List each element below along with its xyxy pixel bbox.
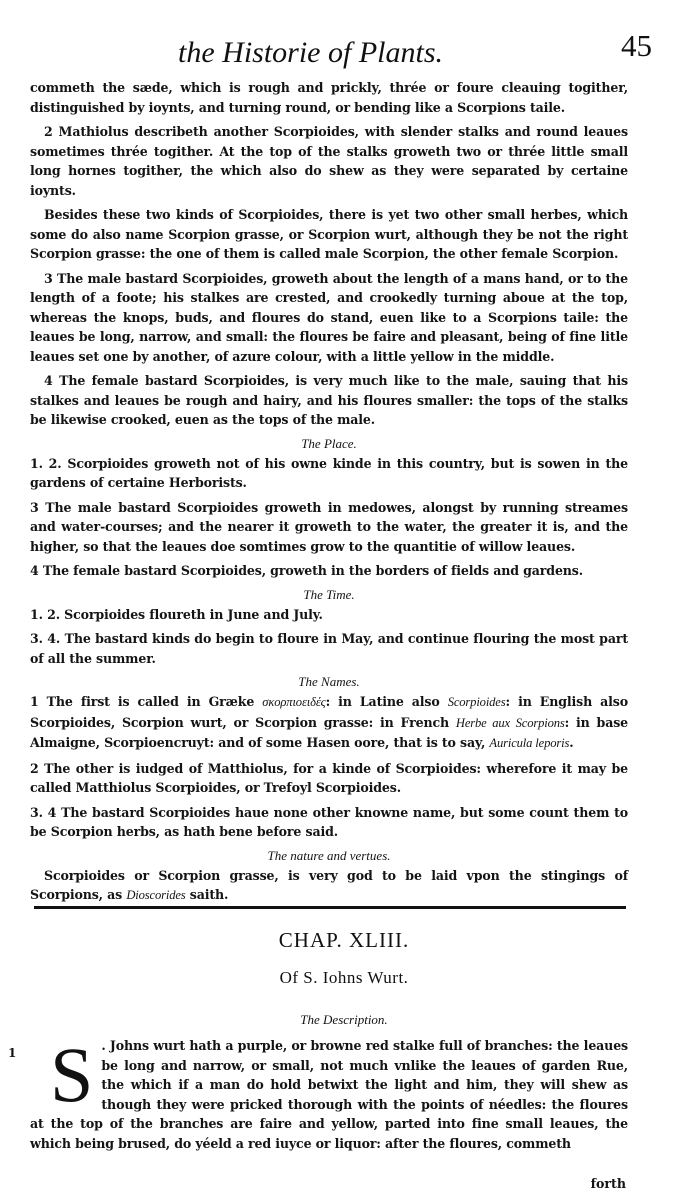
time-paragraph-1: 1. 2. Scorpioides floureth in June and July. xyxy=(30,606,323,622)
latin-word: Scorpioides xyxy=(447,695,506,709)
dioscorides-name: Dioscorides xyxy=(126,888,186,902)
main-text-column xyxy=(30,78,628,911)
place-paragraph-2: 3 The male bastard Scorpioides groweth in medowes, alongst by running streames and water-courses; and the nearer it groweth to the water, the greater it is, and the higher, so that the leaues doe somtimes grow to the quantitie of willow leaues. xyxy=(30,499,628,554)
paragraph-male-bastard: 3 The male bastard Scorpioides, groweth about the length of a mans hand, or to the length of a foote; his stalkes are crested, and crookedly turning aboue at the top, whereas the knops, buds, and floures do stand, euen like to a Scorpions taile: the leaues be long, narrow, and small: the floures be faire and pleasant, being of fine litle leaues set one by another, of azure colour, with a little yellow in the middle. xyxy=(30,270,628,364)
french-name: Herbe aux Scorpions xyxy=(455,715,565,730)
names-text: : in base Almaigne, Scorpioencruyt: and of some Hasen oore, that is to say, xyxy=(30,714,629,750)
time-paragraph-2: 3. 4. The bastard kinds do begin to floure in May, and continue flouring the most part of all the summer. xyxy=(30,631,628,666)
names-paragraph-2: 2 The other is iudged of Matthiolus, for a kinde of Scorpioides: wherefore it may be called Matthiolus Scorpioides, or Trefoyl Scorpioides. xyxy=(30,760,628,795)
auricula-name: Auricula leporis xyxy=(489,736,570,750)
heading-the-names: The Names. xyxy=(298,674,360,689)
chapter-title: CHAP. XLIII. xyxy=(278,928,410,952)
names-text: . xyxy=(569,735,574,750)
running-title: the Historie of Plants. xyxy=(178,36,443,69)
drop-cap-letter: S xyxy=(50,1031,94,1118)
description-block xyxy=(8,1031,628,1154)
vertues-text: Scorpioides or Scorpion grasse, is very god to be laid vpon the stingings of Scorpions, as xyxy=(30,867,628,902)
item-number: 1 xyxy=(8,1046,17,1060)
running-head xyxy=(28,28,652,72)
description-paragraph: . Johns wurt hath a purple, or browne red stalke full of branches: the leaues be long and narrow, or small, not much vnlike the leaues of garden Rue, the which if a man do hold betwixt the light and him, they will shew as though they were pricked thorough with the points of néedles: the floures at the top of the branches are faire and yellow, parted into fine small leaues, the which being brused, do yéeld a red iuyce or liquor: after the floures, commeth xyxy=(30,1038,628,1151)
heading-the-time: The Time. xyxy=(303,586,355,602)
paragraph-other-herbes: Besides these two kinds of Scorpioides, there is yet two other small herbes, which some do also name Scorpion grasse, or Scorpion wurt, although they be not the right Scorpion grasse: the one of them is called male Scorpion, the other female Scorpion. xyxy=(30,207,628,261)
place-paragraph-3: 4 The female bastard Scorpioides, groweth in the borders of fields and gardens. xyxy=(30,563,583,578)
chapter-subtitle: Of S. Iohns Wurt. xyxy=(279,968,409,987)
place-paragraph-1: 1. 2. Scorpioides groweth not of his owne kinde in this country, but is sowen in the gardens of certaine Herborists. xyxy=(30,455,628,490)
paragraph-mathiolus: 2 Mathiolus describeth another Scorpioides, with slender stalks and round leaues sometimes thrée togither. At the top of the stalks groweth two or thrée little small long hornes togither, the which also do shew as they were separated by certaine ioynts. xyxy=(30,124,628,198)
names-paragraph-3: 3. 4 The bastard Scorpioides haue none other knowne name, but some count them to be Scorpion herbs, as hath bene before said. xyxy=(30,804,628,839)
paragraph-female-bastard: 4 The female bastard Scorpioides, is very much like to the male, sauing that his stalkes and leaues be rough and hairy, and his floures smaller: the tops of the stalks be likewise crooked, euen as the tops of the male. xyxy=(30,373,628,427)
heading-the-place: The Place. xyxy=(301,435,357,451)
heading-nature-and-vertues: The nature and vertues. xyxy=(267,847,391,863)
vertues-text: saith. xyxy=(185,887,229,902)
catchword: forth xyxy=(590,1176,626,1191)
names-paragraph-1 xyxy=(30,692,628,754)
vertues-paragraph xyxy=(30,866,628,906)
greek-word: σκορπιοειδές xyxy=(262,695,326,709)
page-number: 45 xyxy=(621,28,652,63)
names-text: : in Latine also xyxy=(325,694,448,709)
chapter-divider-rule xyxy=(34,906,626,909)
heading-the-description: The Description. xyxy=(300,1012,388,1027)
names-text: 1 The first is called in Græke xyxy=(30,694,263,709)
paragraph-continuation: commeth the sæde, which is rough and prickly, thrée or foure cleauing togither, distinguished by ioynts, and turning round, or bending like a Scorpions taile. xyxy=(30,80,628,115)
names-text: : in English also Scorpioides, Scorpion wurt, or Scorpion grasse: in French xyxy=(30,694,628,730)
